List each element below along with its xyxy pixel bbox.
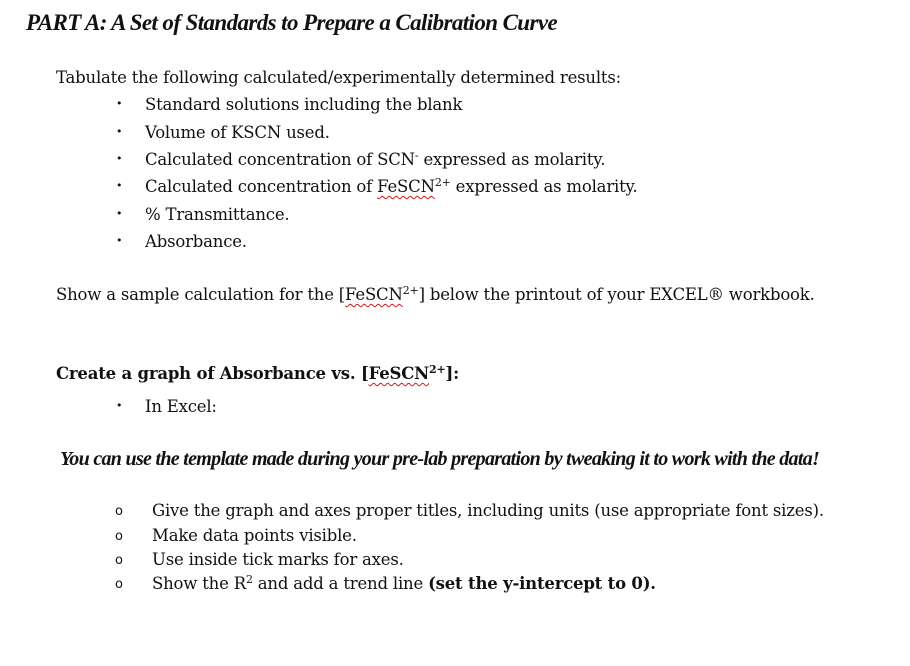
list-item-text: Absorbance.	[145, 232, 247, 251]
superscript: -	[414, 149, 419, 162]
bullet-icon: •	[116, 97, 123, 110]
list-item-text: Make data points visible.	[152, 526, 357, 545]
bullet-icon: •	[116, 234, 123, 247]
list-item-text: % Transmittance.	[145, 205, 290, 224]
spellcheck-flagged-word[interactable]: FeSCN	[377, 177, 435, 196]
bullet-icon: •	[116, 179, 123, 192]
superscript: 2+	[434, 176, 451, 189]
list-item-text: Calculated concentration of FeSCN$^{2+}$ expressed as molarity.	[145, 176, 638, 196]
bullet-icon: •	[116, 399, 123, 412]
page-title: PART A: A Set of Standards to Prepare a Calibration Curve	[26, 10, 558, 35]
list-item-text: Volume of KSCN used.	[145, 123, 330, 142]
tabulate-intro: Tabulate the following calculated/experimentally determined results:	[56, 68, 621, 87]
list-item-text: Use inside tick marks for axes.	[152, 550, 404, 569]
spellcheck-flagged-word[interactable]: FeSCN	[368, 364, 430, 383]
list-item-text: Give the graph and axes proper titles, including units (use appropriate font sizes).	[152, 501, 824, 520]
list-item-text: Calculated concentration of SCN- expressed as molarity.	[145, 149, 606, 169]
bullet-icon: •	[116, 152, 123, 165]
circle-bullet-icon: o	[115, 529, 123, 544]
bullet-icon: •	[116, 207, 123, 220]
template-note: You can use the template made during your pre-lab preparation by tweaking it to work with the data!	[60, 448, 820, 470]
circle-bullet-icon: o	[115, 504, 123, 519]
graph-heading: Create a graph of Absorbance vs. [FeSCN$^{2+}$]:	[56, 363, 460, 383]
superscript: 2	[245, 573, 253, 586]
list-item-text: Show the $R^2$ and add a trend line (set the y-intercept to 0).	[152, 573, 656, 593]
superscript: 2+	[429, 363, 446, 376]
emphasis-text: (set the y-intercept to 0).	[428, 574, 656, 593]
circle-bullet-icon: o	[115, 577, 123, 592]
list-item-text: In Excel:	[145, 397, 217, 416]
spellcheck-flagged-word[interactable]: FeSCN	[345, 285, 403, 304]
sample-calculation-text: Show a sample calculation for the [FeSCN$^{2+}$] below the printout of your EXCEL® workbook.	[56, 284, 815, 304]
circle-bullet-icon: o	[115, 553, 123, 568]
superscript: 2+	[402, 284, 419, 297]
bullet-icon: •	[116, 125, 123, 138]
list-item-text: Standard solutions including the blank	[145, 95, 463, 114]
